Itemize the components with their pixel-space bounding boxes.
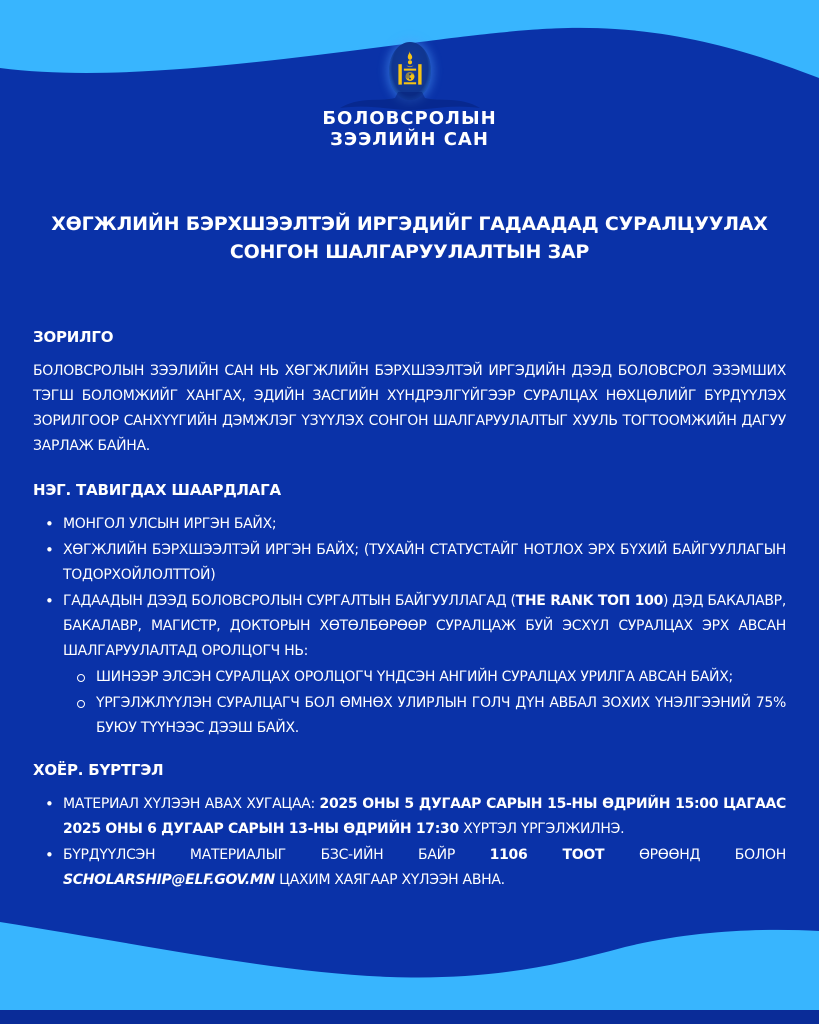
organization-name-line1: БОЛОВСРОЛЫН	[322, 108, 497, 129]
requirement-item-university-post: ) ДЭД БАКАЛАВР, БАКАЛАВР, МАГИСТР, ДОКТОРЫН ХӨТӨЛБӨРӨӨР СУРАЛЦАЖ БУЙ ЭСХҮЛ СУРАЛЦАХ ЭРХ АВСАН ШАЛГАРУУЛАЛТАД ОРОЛЦОГЧ НЬ:	[63, 593, 786, 659]
registration-list	[33, 792, 786, 893]
registration-item-deadline-post: ХҮРТЭЛ ҮРГЭЛЖИЛНЭ.	[458, 821, 625, 837]
registration-heading: ХОЁР. БҮРТГЭЛ	[33, 761, 164, 779]
poster-title-line2: СОНГОН ШАЛГАРУУЛАЛТЫН ЗАР	[229, 241, 590, 263]
registration-item-submission-email: SCHOLARSHIP@ELF.GOV.MN	[63, 872, 275, 888]
requirement-item-citizen-text: МОНГОЛ УЛСЫН ИРГЭН БАЙХ;	[63, 516, 277, 532]
organization-name	[0, 108, 819, 150]
requirement-item-disability	[33, 538, 786, 588]
header-banner	[0, 0, 819, 160]
registration-item-submission-mid: ӨРӨӨНД БОЛОН	[604, 847, 786, 863]
registration-item-deadline	[33, 792, 786, 842]
registration-item-submission-room: 1106 ТООТ	[489, 847, 605, 863]
registration-item-submission-pre: БҮРДҮҮЛСЭН МАТЕРИАЛЫГ БЗС-ИЙН БАЙР	[63, 847, 490, 863]
poster-content	[33, 328, 786, 913]
purpose-heading: ЗОРИЛГО	[33, 328, 114, 346]
requirement-subitem-continuing-student-text: ҮРГЭЛЖЛҮҮЛЭН СУРАЛЦАГЧ БОЛ ӨМНӨХ УЛИРЛЫН ГОЛЧ ДҮН АВБАЛ ЗОХИХ ҮНЭЛГЭЭНИЙ 75% БУЮУ ТҮҮНЭЭС ДЭЭШ БАЙХ.	[96, 695, 786, 736]
requirements-heading: НЭГ. ТАВИГДАХ ШААРДЛАГА	[33, 481, 281, 499]
poster-title	[33, 210, 786, 266]
registration-item-deadline-dates: 2025 ОНЫ 5 ДУГААР САРЫН 15-НЫ ӨДРИЙН 15:00 ЦАГААС 2025 ОНЫ 6 ДУГААР САРЫН 13-НЫ ӨДРИЙН 17:30	[63, 796, 786, 837]
organization-name-line2: ЗЭЭЛИЙН САН	[330, 129, 489, 150]
registration-item-submission-post: ЦАХИМ ХАЯГААР ХҮЛЭЭН АВНА.	[274, 872, 505, 888]
requirement-subitem-new-student-text: ШИНЭЭР ЭЛСЭН СУРАЛЦАХ ОРОЛЦОГЧ ҮНДСЭН АНГИЙН СУРАЛЦАХ УРИЛГА АВСАН БАЙХ;	[96, 669, 733, 685]
requirement-item-citizen	[33, 512, 786, 537]
requirement-item-university-rank: THE RANK ТОП 100	[515, 593, 664, 609]
footer-banner	[0, 900, 819, 1024]
poster-title-line1: ХӨГЖЛИЙН БЭРХШЭЭЛТЭЙ ИРГЭДИЙГ ГАДААДАД СУРАЛЦУУЛАХ	[51, 213, 768, 235]
requirement-item-disability-text: ХӨГЖЛИЙН БЭРХШЭЭЛТЭЙ ИРГЭН БАЙХ; (ТУХАЙН СТАТУСТАЙГ НОТЛОХ ЭРХ БҮХИЙ БАЙГУУЛЛАГЫН ТОДОРХОЙЛОЛТТОЙ)	[63, 542, 786, 583]
requirement-item-university	[33, 589, 786, 741]
purpose-paragraph: БОЛОВСРОЛЫН ЗЭЭЛИЙН САН НЬ ХӨГЖЛИЙН БЭРХШЭЭЛТЭЙ ИРГЭДИЙН ДЭЭД БОЛОВСРОЛ ЭЗЭМШИХ ТЭГШ БОЛОМЖИЙГ ХАНГАХ, ЭДИЙН ЗАСГИЙН ХҮНДРЭЛГҮЙГЭЭР СУРАЛЦАХ НӨХЦӨЛИЙГ БҮРДҮҮЛЭХ ЗОРИЛГООР САНХҮҮГИЙН ДЭМЖЛЭГ ҮЗҮҮЛЭХ СОНГОН ШАЛГАРУУЛАЛТЫГ ХУУЛЬ ТОГТООМЖИЙН ДАГУУ ЗАРЛАЖ БАЙНА.	[33, 363, 786, 454]
requirements-sublist	[63, 665, 786, 741]
requirements-list	[33, 512, 786, 741]
requirement-item-university-pre: ГАДААДЫН ДЭЭД БОЛОВСРОЛЫН СУРГАЛТЫН БАЙГУУЛЛАГАД (	[63, 593, 516, 609]
registration-item-deadline-pre: МАТЕРИАЛ ХҮЛЭЭН АВАХ ХУГАЦАА:	[63, 796, 320, 812]
requirement-subitem-new-student	[63, 665, 786, 690]
requirement-subitem-continuing-student	[63, 691, 786, 741]
bottom-wave	[0, 900, 819, 1024]
registration-item-submission	[33, 843, 786, 893]
